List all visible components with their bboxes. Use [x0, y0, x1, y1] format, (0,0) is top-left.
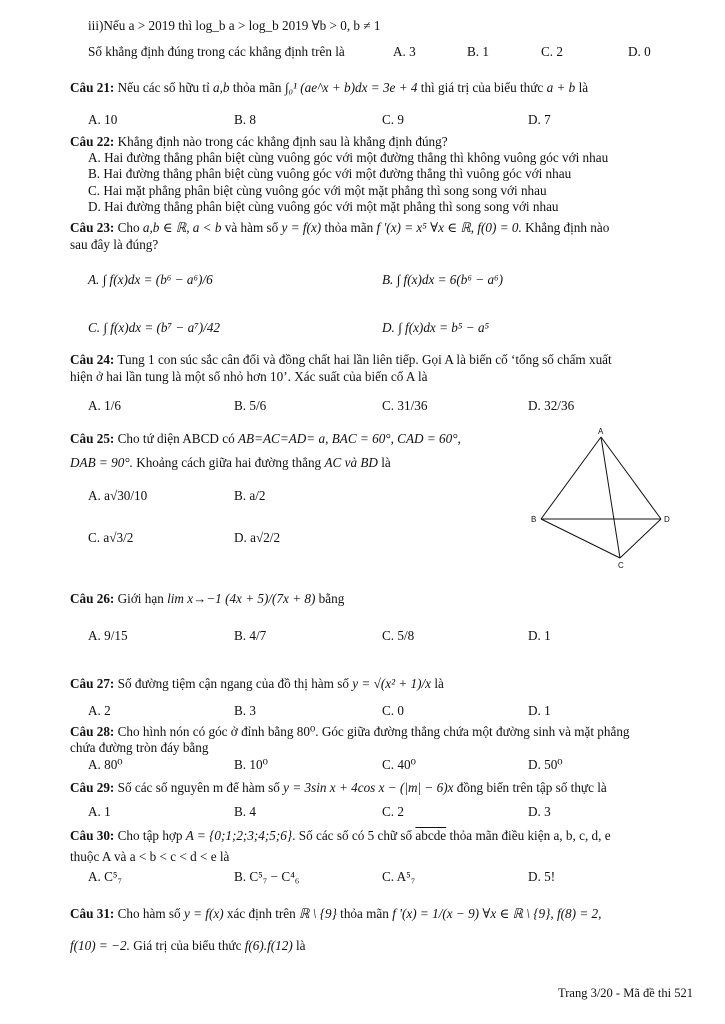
q30-option-c: C. A⁵₇ [382, 869, 416, 884]
question-24 [70, 352, 612, 368]
question-23 [70, 220, 609, 236]
q27-option-a: A. 2 [88, 703, 111, 718]
tetrahedron-figure [525, 425, 685, 575]
math-derivative: f '(x) = x⁵ ∀x ∈ ℝ, f(0) = 0. [376, 220, 522, 235]
question-label: Câu 31: [70, 906, 115, 921]
q25-option-d: D. a√2/2 [234, 530, 281, 545]
q22-option-a: A. Hai đường thẳng phân biệt cùng vuông góc với một đường thẳng thì không vuông góc với nhau [88, 150, 609, 165]
question-text: Cho tứ diện ABCD có [117, 431, 235, 446]
edge-ab [541, 437, 601, 519]
angle-cad: CAD = 60°, [397, 431, 461, 446]
question-label: Câu 22: [70, 134, 115, 149]
math-expression: f(6).f(12) [244, 938, 293, 953]
q27-option-c: C. 0 [382, 703, 404, 718]
q28-option-b: B. 10⁰ [234, 757, 268, 772]
question-label: Câu 21: [70, 80, 115, 95]
question-text: xác định trên [226, 906, 296, 921]
question-text: là [434, 676, 444, 691]
q22-option-b: B. Hai đường thẳng phân biệt cùng vuông góc với một đường thẳng thì vuông góc với nhau [88, 166, 572, 181]
q21-option-b: B. 8 [234, 112, 256, 127]
edge-bc [541, 519, 620, 558]
question-text: Số đường tiệm cận ngang của đồ thị hàm số [117, 676, 349, 691]
question-text: Khẳng định nào trong các khẳng định sau là khẳng định đúng? [117, 134, 448, 149]
q29-option-a: A. 1 [88, 804, 111, 819]
edge-cd [620, 519, 661, 558]
q21-option-c: C. 9 [382, 112, 404, 127]
q23-option-c: C. ∫ f(x)dx = (b⁷ − a⁷)/42 [88, 320, 221, 335]
question-text: Giới hạn [117, 591, 164, 606]
q27-option-b: B. 3 [234, 703, 256, 718]
question-text: . Số các số có 5 chữ số [292, 828, 413, 843]
vertex-label-a: A [598, 427, 604, 436]
edge-ad [601, 437, 661, 519]
math-vars: a,b [213, 80, 230, 95]
q21-option-d: D. 7 [528, 112, 551, 127]
question-text: là [578, 80, 589, 95]
question-23-cont: sau đây là đúng? [70, 237, 159, 252]
question-31-cont [70, 938, 306, 954]
question-30 [70, 828, 611, 844]
question-27 [70, 676, 444, 692]
q30-option-b: B. C⁵₇ − C⁴₆ [234, 869, 300, 884]
question-28 [70, 724, 630, 740]
math-function: y = 3sin x + 4cos x − (|m| − 6)x [283, 780, 454, 795]
math-set: A = {0;1;2;3;4;5;6} [185, 828, 293, 843]
math-condition: a,b ∈ ℝ, a < b [142, 220, 222, 235]
q21-option-a: A. 10 [88, 112, 118, 127]
question-28-cont: chứa đường tròn đáy bằng [70, 740, 209, 755]
math-function: y = f(x) [183, 906, 224, 921]
question-text: Số các số nguyên m để hàm số [117, 780, 280, 795]
intro-option-d: D. 0 [628, 44, 651, 59]
question-30-cont: thuộc A và a < b < c < d < e là [70, 849, 230, 864]
question-text: là [296, 938, 306, 953]
q25-option-b: B. a/2 [234, 488, 266, 503]
question-text: và hàm số [224, 220, 279, 235]
integral-expression: ∫₀¹ (ae^x + b)dx = 3e + 4 [284, 80, 418, 95]
q25-option-c: C. a√3/2 [88, 530, 134, 545]
question-label: Câu 30: [70, 828, 115, 843]
q25-option-a: A. a√30/10 [88, 488, 148, 503]
q26-option-d: D. 1 [528, 628, 551, 643]
q29-option-d: D. 3 [528, 804, 551, 819]
question-label: Câu 28: [70, 724, 115, 739]
math-value: f(10) = −2. [70, 938, 130, 953]
q28-option-a: A. 80⁰ [88, 757, 123, 772]
intro-prompt: Số khẳng định đúng trong các khẳng định trên là [88, 44, 345, 59]
question-24-cont: hiện ở hai lần tung là một số nhỏ hơn 10’. Xác suất của biến cố A là [70, 369, 428, 384]
q24-option-b: B. 5/6 [234, 398, 267, 413]
vertex-label-b: B [531, 515, 537, 524]
intro-option-a: A. 3 [393, 44, 416, 59]
question-25-cont [70, 455, 391, 471]
q24-option-a: A. 1/6 [88, 398, 121, 413]
vertex-label-c: C [618, 561, 624, 570]
math-lines: AC và BD [324, 455, 378, 470]
question-text: Khoảng cách giữa hai đường thẳng [136, 455, 322, 470]
edge-ac [601, 437, 620, 558]
math-function: y = f(x) [281, 220, 322, 235]
q28-option-c: C. 40⁰ [382, 757, 416, 772]
q23-option-a: A. ∫ f(x)dx = (b⁶ − a⁶)/6 [88, 272, 213, 287]
question-label: Câu 23: [70, 220, 115, 235]
math-domain: ℝ \ {9} [299, 906, 337, 921]
question-31 [70, 906, 601, 922]
question-text: Khẳng định nào [525, 220, 610, 235]
question-text: thỏa mãn điều kiện a, b, c, d, e [449, 828, 611, 843]
q24-option-c: C. 31/36 [382, 398, 428, 413]
question-text: thì giá trị của biểu thức [420, 80, 544, 95]
digit-number: abcde [415, 828, 447, 843]
question-label: Câu 25: [70, 431, 115, 446]
question-29 [70, 780, 607, 796]
angle-dab: DAB = 90°. [70, 455, 133, 470]
question-label: Câu 29: [70, 780, 115, 795]
vertex-label-d: D [664, 515, 670, 524]
q28-option-d: D. 50⁰ [528, 757, 563, 772]
question-text: thỏa mãn [340, 906, 389, 921]
question-22 [70, 134, 448, 150]
question-26 [70, 591, 344, 607]
intro-option-b: B. 1 [467, 44, 489, 59]
question-text: Cho tập hợp [117, 828, 183, 843]
question-text: Tung 1 con súc sắc cân đối và đồng chất hai lần liên tiếp. Gọi A là biến cố ‘tổng số chấm xuất [117, 352, 612, 367]
q30-option-d: D. 5! [528, 869, 556, 884]
q30-option-a: A. C⁵₇ [88, 869, 123, 884]
statement-iii-text: iii)Nếu a > 2019 thì log_b a > log_b 2019 ∀b > 0, b ≠ 1 [88, 18, 381, 33]
q26-option-c: C. 5/8 [382, 628, 415, 643]
statement-iii [88, 18, 380, 34]
question-25 [70, 431, 461, 447]
q29-option-c: C. 2 [382, 804, 404, 819]
math-derivative: f '(x) = 1/(x − 9) ∀x ∈ ℝ \ {9}, f(8) = 2, [392, 906, 602, 921]
q26-option-b: B. 4/7 [234, 628, 267, 643]
math-function: y = √(x² + 1)/x [352, 676, 432, 691]
question-text: Cho [117, 220, 140, 235]
q23-option-d: D. ∫ f(x)dx = b⁵ − a⁵ [382, 320, 490, 335]
question-text: thỏa mãn [232, 80, 282, 95]
q29-option-b: B. 4 [234, 804, 256, 819]
question-text: Cho hàm số [117, 906, 181, 921]
question-label: Câu 24: [70, 352, 115, 367]
question-text: thỏa mãn [324, 220, 374, 235]
intro-option-c: C. 2 [541, 44, 563, 59]
question-text: Nếu các số hữu tỉ [117, 80, 210, 95]
q24-option-d: D. 32/36 [528, 398, 575, 413]
math-expression: a + b [546, 80, 576, 95]
question-text: là [381, 455, 391, 470]
question-text: bằng [318, 591, 345, 606]
question-label: Câu 26: [70, 591, 115, 606]
limit-expression: lim x→−1 (4x + 5)/(7x + 8) [167, 591, 316, 606]
q27-option-d: D. 1 [528, 703, 551, 718]
question-text: Giá trị của biểu thức [133, 938, 242, 953]
q22-option-c: C. Hai mặt phẳng phân biệt cùng vuông góc với một mặt phẳng thì song song với nhau [88, 183, 547, 198]
question-text: đồng biến trên tập số thực là [456, 780, 607, 795]
math-condition: AB=AC=AD= a, [237, 431, 329, 446]
q26-option-a: A. 9/15 [88, 628, 128, 643]
question-text: Cho hình nón có góc ở đỉnh bằng 80⁰. Góc giữa đường thẳng chứa một đường sinh và mặt phẳng [117, 724, 630, 739]
page-footer: Trang 3/20 - Mã đề thi 521 [558, 986, 693, 1000]
q22-option-d: D. Hai đường thẳng phân biệt cùng vuông góc với một mặt phẳng thì song song với nhau [88, 199, 559, 214]
q23-option-b: B. ∫ f(x)dx = 6(b⁶ − a⁶) [382, 272, 504, 287]
question-21 [70, 80, 588, 96]
angle-bac: BAC = 60°, [331, 431, 394, 446]
question-label: Câu 27: [70, 676, 115, 691]
